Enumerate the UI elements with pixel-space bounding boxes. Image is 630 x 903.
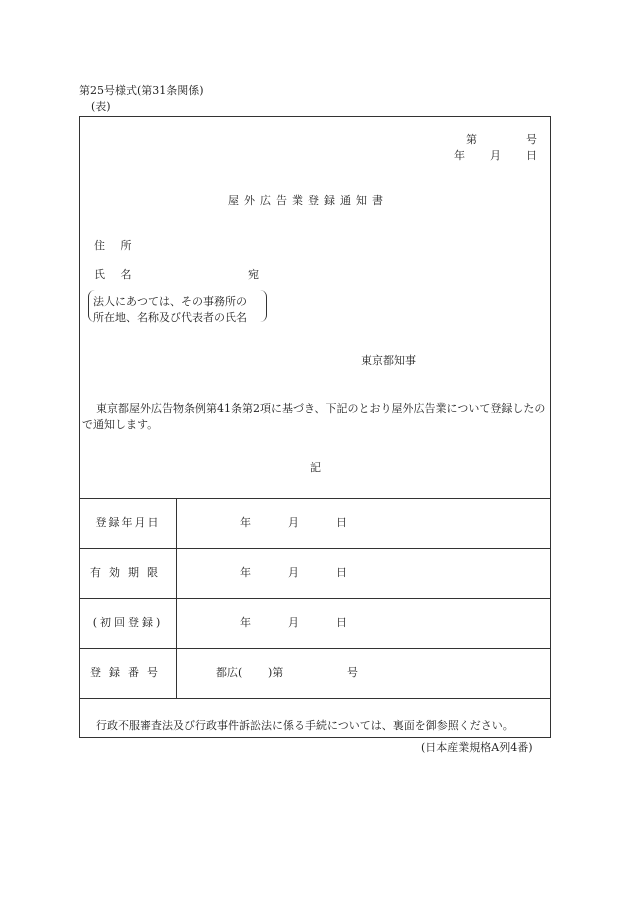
table-divider [80,648,550,649]
row-year: 年 [240,516,251,529]
table-divider [80,498,550,499]
corporate-note-line1: 法人にあつては、その事務所の [93,295,247,308]
reg-number-prefix: 都広( [216,666,243,679]
table-row-label: 登録年月日 [95,516,161,529]
form-number: 第25号様式(第31条関係) [79,84,204,97]
table-divider [80,598,550,599]
notice-body: 東京都屋外広告物条例第41条第2項に基づき、下記のとおり屋外広告業について登録したので通知します。 [82,402,546,431]
number-suffix: 号 [526,133,537,146]
row-year: 年 [240,566,251,579]
row-month: 月 [288,616,299,629]
address-label: 住 所 [94,239,138,252]
number-prefix: 第 [466,133,477,146]
date-month: 月 [490,149,501,162]
table-divider [80,698,550,699]
table-row-label: 有効期限 [90,566,166,579]
date-year: 年 [454,149,465,162]
date-day: 日 [526,149,537,162]
corporate-note-line2: 所在地、名称及び代表者の氏名 [93,311,247,324]
row-day: 日 [336,566,347,579]
table-column-divider [176,498,177,698]
row-month: 月 [288,516,299,529]
table-row-label: 登録番号 [90,666,166,679]
issuer: 東京都知事 [361,354,416,367]
document-title: 屋外広告業登録通知書 [228,194,388,207]
reg-number-suffix: 号 [347,666,358,679]
addressee-suffix: 宛 [248,268,259,281]
row-month: 月 [288,566,299,579]
name-label: 氏 名 [94,268,138,281]
reg-number-middle: )第 [268,666,284,679]
appeal-note: 行政不服審査法及び行政事件訴訟法に係る手続については、裏面を御参照ください。 [96,719,514,732]
corporate-note-bracket [88,290,267,322]
row-day: 日 [336,616,347,629]
table-divider [80,548,550,549]
paper-size-note: (日本産業規格A列4番) [421,741,533,754]
row-day: 日 [336,516,347,529]
table-row-label: (初回登録) [92,616,164,629]
notice-form [79,116,551,738]
side-label: (表) [91,100,111,113]
row-year: 年 [240,616,251,629]
ki-mark: 記 [310,461,321,474]
